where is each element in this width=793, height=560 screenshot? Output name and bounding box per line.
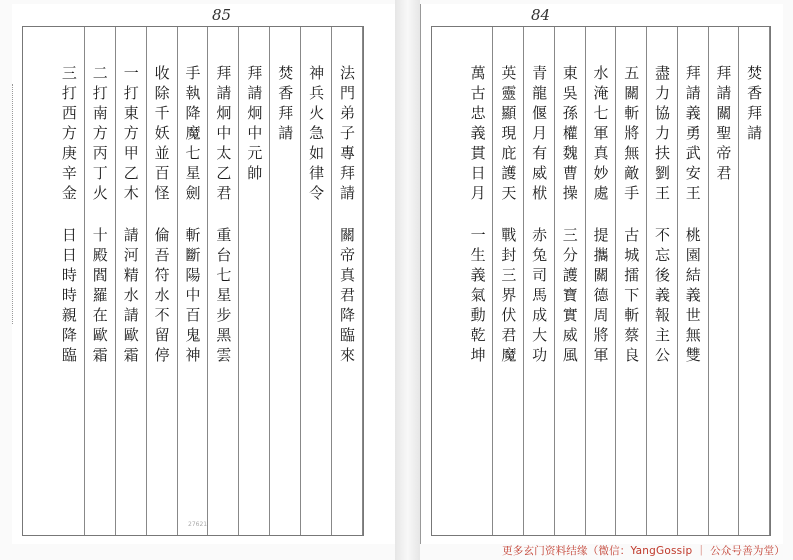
right_page-column-8-low-text: 赤兔司馬成大功 [530,227,549,367]
right_page-column-1-top-text: 焚香拜請 [745,65,764,145]
left_page-column-9-low-text: 十殿閻羅在歐霜 [90,227,109,367]
right_page-column-1 [739,27,770,535]
right_page-column-6-low-text: 提攜關德周將軍 [591,227,610,367]
right_page-column-8 [524,27,555,535]
right_page-column-2-top-text: 拜請關聖帝君 [714,65,733,185]
left_page-column-9-top-text: 二打南方丙丁火 [90,65,109,205]
left_page-column-10-top-text: 三打西方庚辛金 [59,65,78,205]
left-manuscript-grid [22,26,364,536]
footer-watermark: 更多玄门资料结缘（微信：YangGossip ｜ 公众号善为堂） [502,545,785,557]
right_page-column-4-top-text: 盡力協力扶劉王 [652,65,671,205]
left-page-number: 85 [212,6,232,24]
right_page-column-6-top-text: 水淹七軍真妙處 [591,65,610,205]
left_page-column-1 [332,27,363,535]
right-manuscript-grid [431,26,771,536]
left_page-column-3-top-text: 焚香拜請 [276,65,295,145]
left_page-column-4-top-text: 拜請炯中元帥 [245,65,264,185]
left_page-column-8 [116,27,147,535]
left_page-column-8-top-text: 一打東方甲乙木 [121,65,140,205]
left_page-column-6-top-text: 手執降魔七星劍 [183,65,202,205]
left_page-column-5-low-text: 重台七星步黑雲 [214,227,233,367]
right_page-column-7 [555,27,586,535]
right_page-column-8-top-text: 青龍偃月有威栿 [530,65,549,205]
left_page-column-3 [270,27,301,535]
left_page-column-2 [301,27,332,535]
left_page-column-9 [85,27,116,535]
left_page-column-2-top-text: 神兵火急如律令 [307,65,326,205]
right_page-column-3 [678,27,709,535]
left_page-column-6 [178,27,209,535]
right_page-column-4-low-text: 不忘後義報主公 [652,227,671,367]
right_page-column-3-low-text: 桃園結義世無雙 [683,227,702,367]
left_page-column-10-low-text: 日日時時親降臨 [59,227,78,367]
left-corner-mark: 27621 [188,521,208,528]
right_page-column-4 [647,27,678,535]
left_page-column-1-top-text: 法門弟子專拜請 [338,65,357,205]
left_page-column-11 [23,27,54,535]
left_page-column-5 [208,27,239,535]
right_page-column-6 [586,27,617,535]
left_page-column-1-low-text: 關帝真君降臨來 [338,227,357,367]
right_page-column-10 [463,27,494,535]
left_page-column-7-low-text: 倫吾符水不留停 [152,227,171,367]
left_page-column-8-low-text: 請河精水請歐霜 [121,227,140,367]
right_page-column-5-top-text: 五關斬將無敵手 [622,65,641,205]
right_page-column-7-top-text: 東吳孫權魏曹操 [560,65,579,205]
right_page-column-9-low-text: 戰封三界伏君魔 [499,227,518,367]
right-page-number: 84 [531,6,551,24]
right_page-column-5-low-text: 古城擂下斬蔡良 [622,227,641,367]
left_page-column-7 [147,27,178,535]
left-page [12,4,396,544]
left_page-column-7-top-text: 收除千妖並百怪 [152,65,171,205]
left_page-column-10 [54,27,85,535]
right_page-column-7-low-text: 三分護寶實威風 [560,227,579,367]
right_page-column-5 [616,27,647,535]
right_page-column-9-top-text: 英靈顯現庇護天 [499,65,518,205]
left_page-column-5-top-text: 拜請炯中太乙君 [214,65,233,205]
left_page-column-6-low-text: 斬斷陽中百鬼神 [183,227,202,367]
book-gutter [395,0,420,560]
right_page-column-10-low-text: 一生義氣動乾坤 [468,227,487,367]
right_page-column-2 [709,27,740,535]
right_page-column-9 [493,27,524,535]
right_page-column-10-top-text: 萬古忠義貫日月 [468,65,487,205]
right-page [420,4,783,544]
left_page-column-4 [239,27,270,535]
right_page-column-3-top-text: 拜請義勇武安王 [683,65,702,205]
right_page-column-11 [432,27,463,535]
